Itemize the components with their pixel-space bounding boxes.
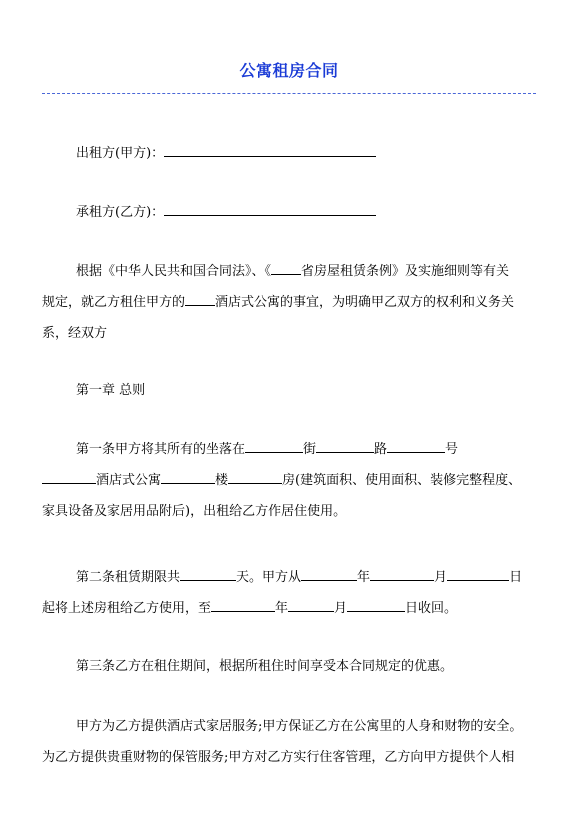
building-blank xyxy=(161,470,215,484)
article-2 xyxy=(42,562,538,624)
article-text: 日 xyxy=(509,570,523,585)
article-text: 年 xyxy=(357,570,371,585)
lessee-label: 承租方(乙方)： xyxy=(76,205,165,220)
start-month-blank xyxy=(370,567,434,581)
lessee-line xyxy=(42,197,572,228)
room-blank xyxy=(228,470,282,484)
lessor-blank xyxy=(164,143,376,157)
article-1 xyxy=(42,434,538,527)
article-1-line-1 xyxy=(42,434,538,465)
intro-line-3: 系，经双方 xyxy=(42,326,108,341)
article-1-line-3: 家具设备及家居用品附后)，出租给乙方作居住使用。 xyxy=(42,504,347,519)
intro-text: 省房屋租赁条例》及实施细则等有关 xyxy=(301,264,510,279)
services-line-2: 为乙方提供贵重财物的保管服务;甲方对乙方实行住客管理，乙方向甲方提供个人相 xyxy=(42,750,515,765)
article-2-line-1 xyxy=(42,562,538,593)
article-text: 号 xyxy=(445,442,459,457)
intro-text: 酒店式公寓的事宜，为明确甲乙双方的权利和义务关 xyxy=(215,295,515,310)
article-text: 日收回。 xyxy=(405,601,458,616)
road-blank xyxy=(387,439,445,453)
services-line-1: 甲方为乙方提供酒店式家居服务;甲方保证乙方在公寓里的人身和财物的安全。 xyxy=(76,719,523,734)
lessor-label: 出租方(甲方)： xyxy=(76,146,165,161)
article-1-line-2 xyxy=(42,465,538,496)
article-text: 第二条租赁期限共 xyxy=(76,570,181,585)
location-blank xyxy=(245,439,303,453)
article-text: 起将上述房租给乙方使用，至 xyxy=(42,601,212,616)
street-blank xyxy=(316,439,374,453)
article-text: 年 xyxy=(275,601,289,616)
lessee-blank xyxy=(164,202,376,216)
apartment-blank xyxy=(185,292,215,306)
article-text: 月 xyxy=(334,601,348,616)
intro-line-1 xyxy=(42,256,538,287)
number-blank xyxy=(42,470,96,484)
article-text: 街 xyxy=(303,442,317,457)
lessor-line xyxy=(42,138,572,169)
province-blank xyxy=(271,261,301,275)
end-month-blank xyxy=(288,598,334,612)
chapter-heading: 第一章 总则 xyxy=(76,383,146,398)
days-blank xyxy=(180,567,236,581)
intro-paragraph xyxy=(42,256,538,349)
intro-line-2 xyxy=(42,287,538,318)
article-text: 酒店式公寓 xyxy=(96,473,162,488)
article-text: 月 xyxy=(434,570,448,585)
services-paragraph xyxy=(42,711,538,773)
article-text: 楼 xyxy=(215,473,229,488)
article-text: 房(建筑面积、使用面积、装修完整程度、 xyxy=(282,473,522,488)
title-divider xyxy=(42,93,536,94)
document-title: 公寓租房合同 xyxy=(239,61,339,80)
article-text: 第一条甲方将其所有的坐落在 xyxy=(76,442,246,457)
article-3: 第三条乙方在租住期间，根据所租住时间享受本合同规定的优惠。 xyxy=(76,659,454,674)
intro-text: 根据《中华人民共和国合同法》、《 xyxy=(76,264,272,279)
end-year-blank xyxy=(211,598,275,612)
end-day-blank xyxy=(347,598,405,612)
intro-text: 规定，就乙方租住甲方的 xyxy=(42,295,186,310)
article-text: 天。甲方从 xyxy=(236,570,302,585)
start-day-blank xyxy=(447,567,509,581)
article-2-line-2 xyxy=(42,593,538,624)
article-text: 路 xyxy=(374,442,388,457)
start-year-blank xyxy=(301,567,357,581)
